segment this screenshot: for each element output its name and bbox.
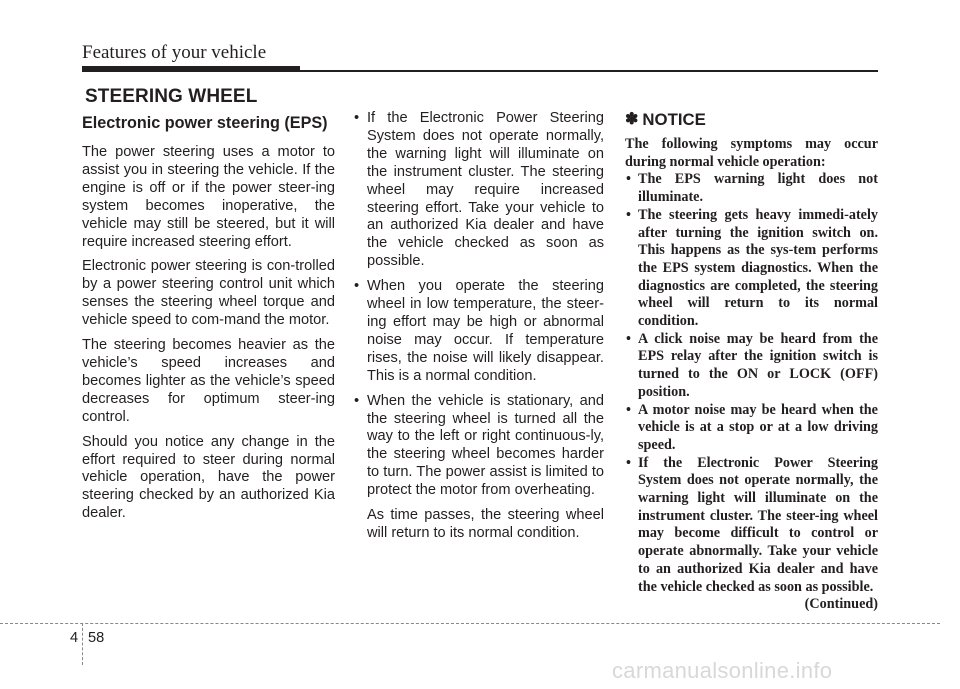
notice-body xyxy=(625,136,878,614)
notice-item-text: A motor noise may be heard when the vehicle is at a stop or at a low driving speed. xyxy=(638,401,878,453)
column-2 xyxy=(352,110,604,550)
column-3 xyxy=(625,110,878,614)
eps-paragraph: Should you notice any change in the effort required to steer during normal vehicle operation, have the power steering checked by an authorized Kia dealer. xyxy=(82,433,335,522)
bullet-icon: • xyxy=(354,110,360,126)
notice-title: NOTICE xyxy=(642,110,706,129)
eps-bullet-list xyxy=(352,110,604,543)
bullet-icon: • xyxy=(354,392,360,409)
notice-item-text: The EPS warning light does not illuminate. xyxy=(638,171,878,206)
bullet-text: When the vehicle is stationary, and the steering wheel is turned all the way to the left or right continuous-ly, the steering wheel becomes harder to turn. The power assist is limited to protect the motor from overheating. xyxy=(367,392,604,499)
chapter-number: 4 xyxy=(70,630,79,646)
list-item xyxy=(625,171,878,206)
list-item xyxy=(625,402,878,455)
header-bar xyxy=(82,66,300,72)
list-item xyxy=(352,110,604,271)
list-item xyxy=(352,278,604,385)
bullet-icon: • xyxy=(626,401,631,418)
bullet-icon: • xyxy=(626,454,631,471)
bullet-icon: • xyxy=(626,206,631,223)
list-item xyxy=(625,207,878,331)
watermark: carmanualsonline.info xyxy=(612,658,833,683)
eps-paragraph: The steering becomes heavier as the vehicle’s speed increases and becomes lighter as the vehicle’s speed decreases for optimum steer-ing control. xyxy=(82,337,335,425)
notice-item-text: If the Electronic Power Steering System does not operate normally, the warning light will illuminate on the instrument cluster. The steer-ing wheel may become difficult to control or operate abnormally. Take your vehicle to an authorized Kia dealer and have the vehicle checked as soon as possible. xyxy=(638,454,878,595)
list-item xyxy=(625,455,878,597)
bullet-text: When you operate the steering wheel in low temperature, the steer-ing effort may be high or abnormal noise may occur. If temperature rises, the noise will likely disappear. This is a normal condition. xyxy=(367,278,604,384)
notice-item-text: The steering gets heavy immedi-ately after turning the ignition switch on. This happens as the sys-tem performs the EPS system diagnostics. When the diagnostics are completed, the steering wheel will return to its normal condition. xyxy=(638,206,878,330)
bullet-continuation: As time passes, the steering wheel will return to its normal condition. xyxy=(367,507,604,541)
notice-heading xyxy=(625,110,878,130)
bullet-text: If the Electronic Power Steering System does not operate normally, the warning light will illuminate on the instrument cluster. The steering wheel may require increased steering effort. Take your vehicle to an authorized Kia dealer and have the vehicle checked as soon as possible. xyxy=(367,110,604,270)
list-item xyxy=(352,393,604,543)
list-item xyxy=(625,331,878,402)
column-1 xyxy=(82,110,335,530)
footer-rule xyxy=(0,623,940,624)
asterisk-icon: ✽ xyxy=(625,111,639,128)
notice-item-text: A click noise may be heard from the EPS relay after the ignition switch is turned to the ON or LOCK (OFF) position. xyxy=(638,330,878,400)
header-rule xyxy=(300,70,878,72)
notice-intro: The following symptoms may occur during normal vehicle operation: xyxy=(625,136,878,170)
running-header: Features of your vehicle xyxy=(82,42,267,63)
notice-list xyxy=(625,171,878,596)
bullet-icon: • xyxy=(354,278,360,295)
eps-subheading: Electronic power steering (EPS) xyxy=(82,114,328,132)
page-number: 58 xyxy=(88,630,105,646)
bullet-icon: • xyxy=(626,171,631,188)
continued-label: (Continued) xyxy=(804,596,878,613)
bullet-icon: • xyxy=(626,330,631,347)
eps-paragraph: Electronic power steering is con-trolled by a power steering control unit which senses the steering wheel torque and vehicle speed to com-mand the motor. xyxy=(82,258,335,329)
footer-divider xyxy=(82,623,83,665)
eps-paragraph: The power steering uses a motor to assist you in steering the vehicle. If the engine is off or if the power steer-ing system becomes inoperative, the vehicle may still be steered, but it will require increased steering effort. xyxy=(82,144,335,250)
section-title: STEERING WHEEL xyxy=(85,86,258,107)
